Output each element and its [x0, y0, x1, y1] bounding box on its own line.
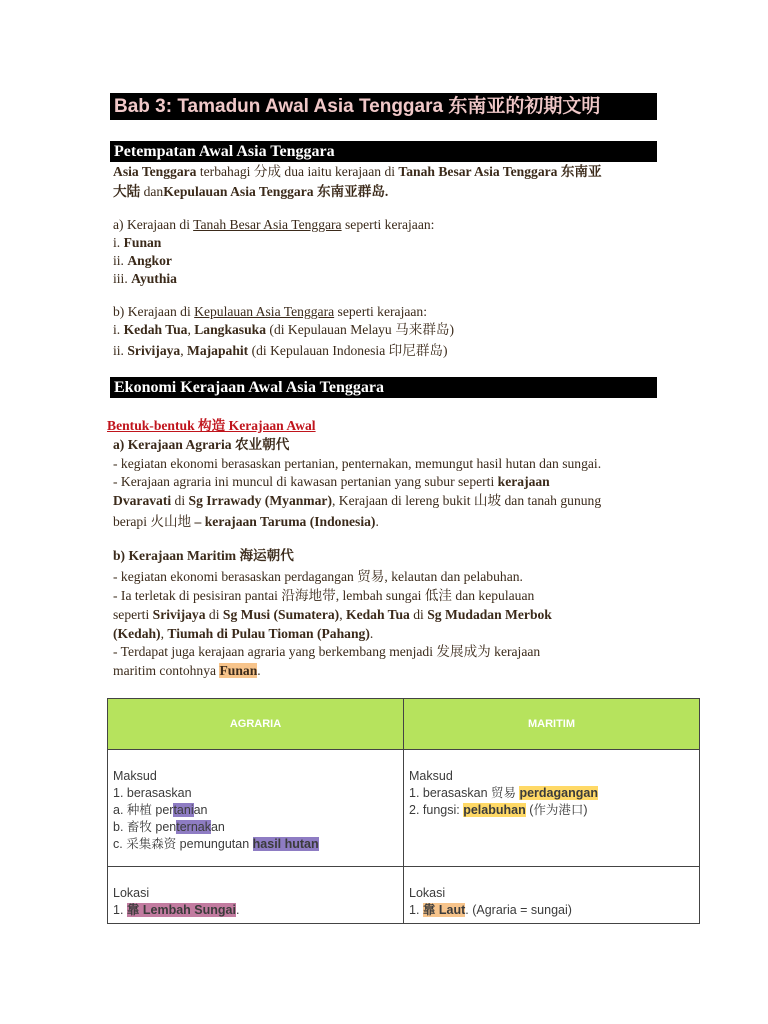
text: di [205, 607, 223, 622]
bold-text: kerajaan [497, 474, 550, 489]
text: , [160, 626, 168, 641]
table-cell [404, 750, 700, 867]
list-number: i. [113, 322, 124, 337]
text: terbahagi 分成 dua iaitu kerajaan di [196, 164, 399, 179]
page-title-cn: 东南亚的初期文明 [448, 96, 601, 117]
paragraph-line [113, 513, 379, 531]
list-number: iii. [113, 271, 132, 286]
text: (作为港口) [525, 803, 588, 817]
text: , [187, 322, 195, 337]
table-row [108, 867, 700, 924]
text: dan [140, 184, 164, 199]
text: . [235, 903, 240, 917]
table-cell [404, 867, 700, 924]
bold-text: Majapahit [187, 343, 249, 358]
bold-text: Tiumah di Pulau Tioman (Pahang) [167, 626, 370, 641]
highlighted-text: Funan [219, 663, 258, 678]
text: b) Kerajaan di [113, 304, 195, 319]
text: di [171, 493, 189, 508]
paragraph-line [113, 163, 602, 181]
text: seperti kerajaan: [334, 304, 427, 319]
bold-text: Kedah Tua [123, 322, 188, 337]
section-heading-petempatan: Petempatan Awal Asia Tenggara [110, 141, 657, 162]
bold-text: Sg Mudadan Merbok [427, 607, 552, 622]
text: an [210, 820, 225, 834]
subheading-text: Bentuk-bentuk 构造 Kerajaan Awal [107, 418, 316, 433]
cell-line [409, 785, 694, 802]
table-header-row [108, 699, 700, 750]
bold-text: – kerajaan Taruma (Indonesia) [194, 514, 376, 529]
text: 1. [113, 903, 127, 917]
bold-text: Kedah Tua [346, 607, 410, 622]
column-header-maritim: MARITIM [404, 699, 700, 750]
text: , [339, 607, 346, 622]
paragraph-line: - kegiatan ekonomi berasaskan pertanian, penternakan, memungut hasil hutan dan sungai. [113, 456, 602, 471]
list-item [113, 252, 172, 270]
text: a) Kerajaan di [113, 217, 194, 232]
paragraph-line: - Ia terletak di pesisiran pantai 沿海地带, lembah sungai 低洼 dan kepulauan [113, 588, 535, 603]
bold-text: Tanah Besar Asia Tenggara 东南亚 [398, 164, 602, 179]
cell-line [113, 802, 398, 819]
list-number: ii. [113, 343, 128, 358]
cell-line: Maksud [113, 769, 157, 783]
list-item [113, 342, 448, 360]
highlighted-text: pelabuhan [463, 803, 526, 817]
text: seperti [113, 607, 153, 622]
paragraph-line: - Terdapat juga kerajaan agraria yang berkembang menjadi 发展成为 kerajaan [113, 644, 541, 659]
text: seperti kerajaan: [341, 217, 435, 232]
bold-text: Dvaravati [113, 493, 172, 508]
underlined-text: Kepulauan Asia Tenggara [194, 304, 335, 319]
text: a. 种植 per [113, 803, 174, 817]
list-item [113, 270, 177, 288]
text: 1. [409, 903, 423, 917]
subheading [107, 417, 316, 435]
paragraph-line [113, 183, 388, 201]
page-title-text: Bab 3: Tamadun Awal Asia Tenggara [114, 96, 449, 117]
list-value: Funan [123, 235, 162, 250]
section-heading-ekonomi: Ekonomi Kerajaan Awal Asia Tenggara [110, 377, 657, 398]
text: c. 采集森资 pemungutan [113, 837, 253, 851]
paragraph-line [113, 606, 552, 624]
list-number: i. [113, 235, 124, 250]
cell-line: Lokasi [409, 886, 446, 900]
text: an [193, 803, 208, 817]
underlined-text: Tanah Besar Asia Tenggara [193, 217, 342, 232]
paragraph-line [113, 492, 601, 510]
paragraph-line: - kegiatan ekonomi berasaskan perdagangan 贸易, kelautan dan pelabuhan. [113, 569, 523, 584]
bold-text: Langkasuka [194, 322, 267, 337]
table-cell [108, 750, 404, 867]
highlighted-text: ternak [176, 820, 211, 834]
bold-text: Kepulauan Asia Tenggara 东南亚群岛. [163, 184, 389, 199]
text: , Kerajaan di lereng bukit 山坡 dan tanah gunung [332, 493, 602, 508]
highlighted-text: 靠 Lembah Sungai [126, 903, 236, 917]
table-row [108, 750, 700, 867]
bold-text: (Kedah) [113, 626, 161, 641]
text: , [180, 343, 188, 358]
cell-line [113, 902, 398, 919]
highlighted-text: hasil hutan [252, 837, 319, 851]
bold-text: Srivijaya [152, 607, 206, 622]
comparison-table [107, 698, 700, 924]
text: . [375, 514, 379, 529]
bold-text: Asia Tenggara [113, 164, 197, 179]
text: (di Kepulauan Indonesia 印尼群岛) [248, 343, 448, 358]
text: maritim contohnya [113, 663, 220, 678]
list-value: Ayuthia [131, 271, 177, 286]
maritim-heading: b) Kerajaan Maritim 海运朝代 [113, 548, 294, 563]
cell-line: Maksud [409, 769, 453, 783]
text: . [257, 663, 261, 678]
text: di [409, 607, 428, 622]
list-number: ii. [113, 253, 128, 268]
bold-text: Sg Irrawady (Myanmar) [188, 493, 332, 508]
text: . (Agraria = sungai) [465, 903, 572, 917]
paragraph-line [113, 625, 373, 643]
text: (di Kepulauan Melayu 马来群岛) [266, 322, 455, 337]
text: b. 畜牧 pen [113, 820, 177, 834]
highlighted-text: perdagangan [519, 786, 598, 800]
paragraph-line [113, 303, 427, 321]
page-title [110, 93, 657, 120]
bold-text: Srivijaya [127, 343, 181, 358]
paragraph-line [113, 662, 261, 680]
text: 2. fungsi: [409, 803, 464, 817]
column-header-agraria: AGRARIA [108, 699, 404, 750]
cell-line [113, 819, 398, 836]
paragraph-line [113, 216, 434, 234]
bold-text: 大陆 [113, 184, 141, 199]
highlighted-text: tani [173, 803, 194, 817]
table-cell [108, 867, 404, 924]
cell-line [409, 802, 694, 819]
highlighted-text: 靠 Laut [422, 903, 466, 917]
list-item [113, 321, 454, 339]
text: - Kerajaan agraria ini muncul di kawasan pertanian yang subur seperti [113, 474, 498, 489]
text: 1. berasaskan 贸易 [409, 786, 520, 800]
paragraph-line [113, 473, 550, 491]
bold-text: Sg Musi (Sumatera) [222, 607, 340, 622]
list-value: Angkor [127, 253, 172, 268]
cell-line [409, 902, 694, 919]
text: . [369, 626, 374, 641]
agraria-heading: a) Kerajaan Agraria 农业朝代 [113, 437, 290, 452]
cell-line [113, 836, 398, 853]
cell-line: Lokasi [113, 886, 150, 900]
list-item [113, 234, 161, 252]
cell-line: 1. berasaskan [113, 786, 192, 800]
text: berapi 火山地 [113, 514, 195, 529]
